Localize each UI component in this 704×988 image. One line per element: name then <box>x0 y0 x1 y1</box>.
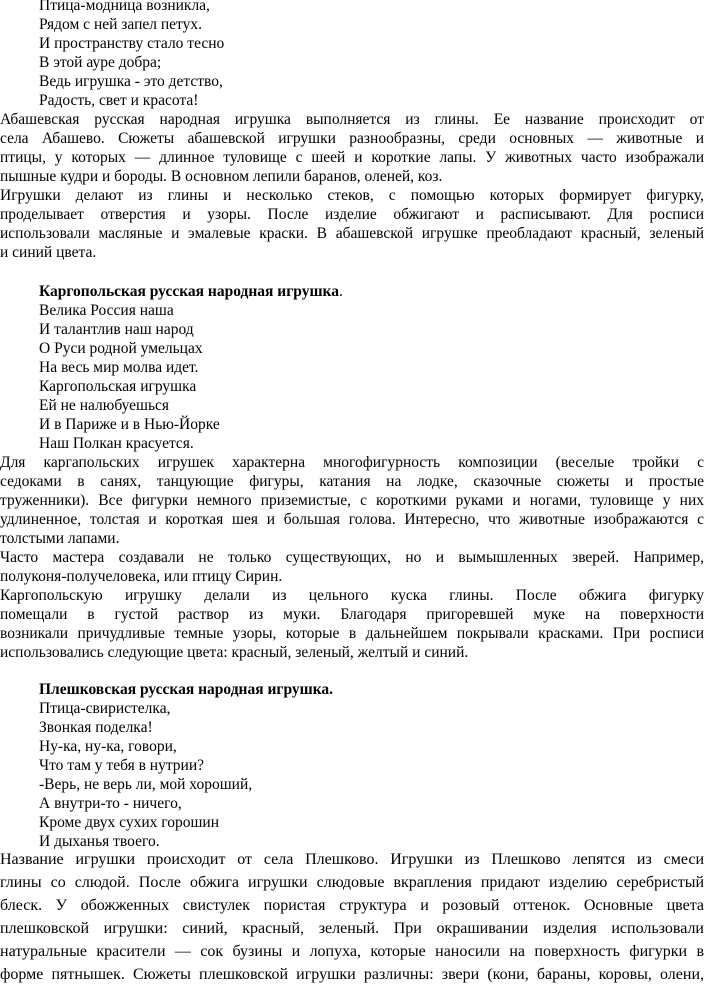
poem-line: -Верь, не верь ли, мой хороший, <box>39 776 253 793</box>
poem-line: Ведь игрушка - это детство, <box>39 73 223 90</box>
poem-line: И в Париже и в Нью-Йорке <box>39 416 220 433</box>
poem-line: Птица-свиристелка, <box>39 700 171 717</box>
poem-line: Что там у тебя в нутрии? <box>39 757 204 774</box>
text-line: седоками в санях, танцующие фигуры, катания на лодке, сказочные сюжеты и простые <box>0 473 704 490</box>
poem-line: Птица-модница возникла, <box>39 0 210 14</box>
poem-line: Звонкая поделка! <box>39 719 153 736</box>
poem-line: Рядом с ней запел петух. <box>39 16 202 33</box>
text-line: глины со слюдой. После обжига игрушки слюдовые вкрапления придают изделию серебристый <box>0 874 704 891</box>
text-line: Абашевская русская народная игрушка выполняется из глины. Ее название происходит от <box>0 111 704 128</box>
text-line: помещали в густой раствор из муки. Благодаря пригоревшей муке на поверхности <box>0 606 704 623</box>
heading-kargopol <box>39 282 343 301</box>
text-line: возникали причудливые темные узоры, которые в дальнейшем покрывали красками. При росписи <box>0 625 704 642</box>
text-line: полуконя-получеловека, или птицу Сирин. <box>0 568 283 585</box>
text-line: и синий цвета. <box>0 244 97 261</box>
poem-line: А внутри-то - ничего, <box>39 795 182 812</box>
heading-kargopol-text: Каргопольская русская народная игрушка <box>39 283 339 300</box>
poem-line: И талантлив наш народ <box>39 321 194 338</box>
text-line: плешковской игрушки: синий, красный, зеленый. При окрашивании изделия использовали <box>0 920 704 937</box>
text-line: пышные кудри и бороды. В основном лепили баранов, оленей, коз. <box>0 168 443 185</box>
text-line: Игрушки делают из глины и несколько стеков, с помощью которых формирует фигурку, <box>0 187 704 204</box>
poem-line: И дыханья твоего. <box>39 833 160 850</box>
text-line: блеск. У обожженных свистулек пористая структура и розовый оттенок. Основные цвета <box>0 897 704 914</box>
poem-line: Ей не налюбуешься <box>39 397 170 414</box>
poem-line: Кроме двух сухих горошин <box>39 814 219 831</box>
text-line: использовались следующие цвета: красный, зеленый, желтый и синий. <box>0 644 469 661</box>
poem-line: На весь мир молва идет. <box>39 359 199 376</box>
text-line: форме пятнышек. Сюжеты плешковской игрушки различны: звери (кони, бараны, коровы, олени, <box>0 966 704 983</box>
text-line: труженники). Все фигурки немного приземистые, с короткими руками и ногами, туловище у них <box>0 492 704 509</box>
text-line: проделывает отверстия и узоры. После изделие обжигают и расписывают. Для росписи <box>0 206 704 223</box>
poem-line: Каргопольская игрушка <box>39 378 197 395</box>
poem-line: В этой ауре добра; <box>39 54 162 71</box>
text-line: использовали масляные и эмалевые краски. В абашевской игрушке преобладают красный, зеленый <box>0 225 704 242</box>
text-line: натуральные красители — сок бузины и лопуха, которые наносили на поверхность фигурки в <box>0 943 704 960</box>
poem-line: Велика Россия наша <box>39 302 174 319</box>
text-line: толстыми лапами. <box>0 530 120 547</box>
text-line: Каргопольскую игрушку делали из цельного куска глины. После обжига фигурку <box>0 587 704 604</box>
text-line: птицы, у которых — длинное туловище с шеей и короткие лапы. У животных часто изображали <box>0 149 704 166</box>
text-line: села Абашево. Сюжеты абашевской игрушки разнообразны, среди основных — животные и <box>0 130 704 147</box>
text-line: Часто мастера создавали не только существующих, но и вымышленных зверей. Например, <box>0 549 704 566</box>
text-line: Название игрушки происходит от села Плешково. Игрушки из Плешково лепятся из смеси <box>0 851 704 868</box>
poem-line: О Руси родной умельцах <box>39 340 203 357</box>
heading-kargopol-dot: . <box>338 283 343 300</box>
poem-line: Радость, свет и красота! <box>39 92 199 109</box>
poem-line: Наш Полкан красуется. <box>39 435 194 452</box>
poem-line: И пространству стало тесно <box>39 35 225 52</box>
text-line: Для каргапольских игрушек характерна многофигурность композиции (веселые тройки с <box>0 454 704 471</box>
text-line: удлиненное, толстая и короткая шея и большая голова. Интересно, что животные изображаются с <box>0 511 704 528</box>
heading-pleshkovo: Плешковская русская народная игрушка. <box>39 681 334 698</box>
poem-line: Ну-ка, ну-ка, говори, <box>39 738 177 755</box>
